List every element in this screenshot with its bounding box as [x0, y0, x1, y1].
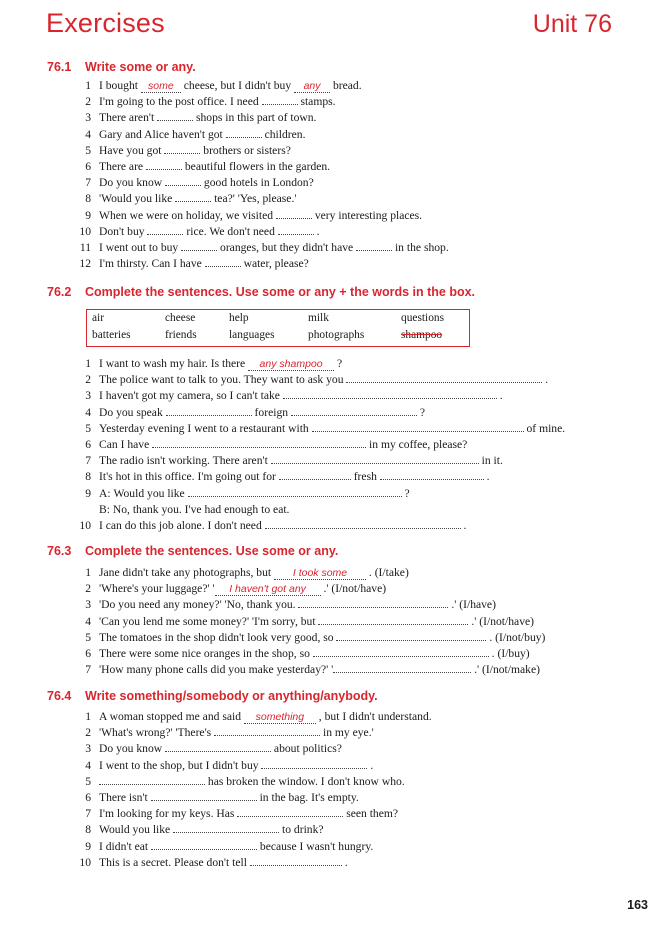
item-sentence [99, 518, 466, 534]
word-box-item: cheese [165, 312, 196, 324]
sentence-text: bread. [330, 79, 362, 92]
sentence-text: Do you know [99, 176, 166, 190]
item-number: 9 [85, 839, 91, 853]
exercise-item [0, 110, 662, 126]
exercise-item [0, 421, 662, 437]
sentence-text: good hotels in London? [201, 176, 314, 190]
sentence-text: I want to wash my hair. Is there [99, 357, 249, 370]
sentence-text: ? [334, 357, 343, 370]
item-sentence [99, 405, 425, 421]
answer-blank[interactable] [276, 208, 312, 219]
exercise-item [0, 78, 662, 94]
section-76-2-heading [47, 285, 475, 299]
sentence-text: There aren't [99, 111, 158, 125]
item-number: 8 [85, 823, 91, 837]
sentence-text: Would you like [99, 823, 174, 837]
item-number: 1 [85, 79, 91, 92]
sentence-text: Do you speak [99, 405, 166, 419]
example-answer: any shampoo [248, 358, 334, 371]
word-box-item: languages [229, 329, 275, 341]
sentence-text: stamps. [297, 95, 336, 109]
sentence-text: beautiful flowers in the garden. [181, 159, 331, 173]
answer-blank[interactable] [151, 839, 257, 850]
sentence-text: shops in this part of town. [193, 111, 317, 125]
item-number: 6 [85, 646, 91, 660]
sentence-text: , but I didn't understand. [315, 710, 432, 723]
answer-blank[interactable] [380, 469, 484, 480]
answer-blank[interactable] [333, 662, 471, 673]
item-sentence [99, 143, 291, 159]
word-box [86, 309, 470, 347]
item-number: 8 [85, 470, 91, 484]
page-number: 163 [627, 898, 648, 912]
sentence-text: 'Can you lend me some money?' 'I'm sorry, but [99, 614, 319, 628]
item-number: 10 [79, 855, 91, 869]
exercise-item [0, 725, 662, 741]
sentence-text: 'What's wrong?' 'There's [99, 726, 215, 740]
sentence-text: I'm going to the post office. I need [99, 95, 262, 109]
answer-blank[interactable] [298, 597, 448, 608]
answer-blank[interactable] [164, 143, 200, 154]
answer-blank[interactable] [226, 127, 262, 138]
item-sentence [99, 421, 565, 437]
section-76-3-items [0, 565, 662, 678]
sentence-text: . (I/buy) [488, 646, 530, 660]
answer-blank[interactable] [157, 110, 193, 121]
sentence-text: The radio isn't working. There aren't [99, 454, 271, 468]
answer-blank[interactable] [99, 774, 205, 785]
answer-blank[interactable] [312, 421, 524, 432]
item-sentence [99, 356, 342, 372]
item-number: 1 [85, 357, 91, 370]
sentence-text: of mine. [523, 421, 566, 435]
item-number: 12 [79, 257, 91, 271]
exercise-item [0, 437, 662, 453]
sentence-text: ? [401, 486, 410, 500]
exercise-item [0, 159, 662, 175]
sentence-text: in it. [478, 454, 503, 468]
item-number: 3 [85, 111, 91, 125]
exercise-item [0, 855, 662, 871]
sentence-text: tea?' 'Yes, please.' [211, 192, 297, 206]
sentence-text: in my coffee, please? [366, 437, 468, 451]
sentence-text: water, please? [240, 257, 309, 271]
exercise-item [0, 518, 662, 534]
sentence-text: seen them? [343, 807, 399, 821]
answer-blank[interactable] [265, 518, 461, 529]
exercise-item [0, 758, 662, 774]
item-number: 1 [85, 566, 91, 579]
item-number: 5 [85, 421, 91, 435]
item-sentence [99, 191, 296, 207]
exercise-item [0, 453, 662, 469]
sentence-text: .' (I/not/have) [468, 614, 534, 628]
answer-blank[interactable] [152, 437, 366, 448]
exercise-item [0, 646, 662, 662]
exercise-item [0, 839, 662, 855]
exercise-item [0, 224, 662, 240]
item-number: 7 [85, 176, 91, 190]
item-sentence [99, 110, 316, 126]
example-answer: any [294, 80, 330, 93]
section-instruction: Write some or any. [85, 60, 196, 74]
sentence-text: . [313, 224, 320, 238]
exercise-item [0, 741, 662, 757]
exercise-item [0, 372, 662, 388]
sentence-text: 'How many phone calls did you make yesterday?' ' [99, 663, 334, 677]
section-76-4-heading [47, 689, 378, 703]
sentence-text: . [341, 855, 348, 869]
item-number: 2 [85, 95, 91, 109]
sentence-text: I haven't got my camera, so I can't take [99, 389, 283, 403]
sentence-text: rice. We don't need [183, 224, 278, 238]
section-76-2-items [0, 356, 662, 534]
sentence-text: in the shop. [392, 240, 449, 254]
item-number: 4 [85, 405, 91, 419]
item-sentence [99, 78, 362, 94]
speaker-label: A: [99, 486, 114, 500]
sentence-text: I'm thirsty. Can I have [99, 257, 205, 271]
answer-blank[interactable] [147, 224, 183, 235]
item-sentence [99, 437, 467, 453]
item-sentence [99, 790, 359, 806]
example-answer: I took some [274, 567, 366, 580]
item-number: 2 [85, 373, 91, 387]
item-sentence [99, 581, 386, 597]
sentence-text: 'Would you like [99, 192, 176, 206]
sentence-text: .' (I/not/make) [471, 663, 540, 677]
item-number: 10 [79, 224, 91, 238]
item-sentence [99, 208, 422, 224]
exercise-item [0, 175, 662, 191]
answer-blank[interactable] [151, 790, 257, 801]
sentence-text: No, thank you. I've had enough to eat. [112, 502, 290, 516]
item-number: 2 [85, 726, 91, 740]
item-sentence [99, 630, 545, 646]
item-sentence [99, 565, 409, 581]
sentence-text: to drink? [279, 823, 324, 837]
sentence-text: Would you like [113, 486, 188, 500]
item-number: 7 [85, 807, 91, 821]
exercise-item [0, 806, 662, 822]
answer-blank[interactable] [188, 486, 402, 497]
item-sentence [99, 502, 289, 518]
sentence-text: has broken the window. I don't know who. [205, 774, 405, 788]
exercise-item [0, 630, 662, 646]
item-sentence [99, 240, 449, 256]
answer-blank[interactable] [146, 159, 182, 170]
section-number: 76.2 [47, 285, 72, 299]
answer-blank[interactable] [271, 453, 479, 464]
answer-blank[interactable] [166, 405, 252, 416]
word-box-item: photographs [308, 329, 365, 341]
item-sentence [99, 614, 534, 630]
sentence-text: Have you got [99, 143, 165, 157]
answer-blank[interactable] [291, 405, 417, 416]
page-title: Exercises [46, 8, 165, 38]
example-answer: I haven't got any [215, 583, 321, 596]
item-sentence [99, 597, 496, 613]
word-box-item: air [92, 312, 105, 324]
sentence-text: Gary and Alice haven't got [99, 127, 226, 141]
exercise-item [0, 388, 662, 404]
answer-blank[interactable] [313, 646, 489, 657]
word-box-item: questions [401, 312, 445, 324]
item-number: 8 [85, 192, 91, 206]
sentence-text: Jane didn't take any photographs, but [99, 566, 274, 579]
sentence-text: . [542, 373, 549, 387]
exercise-item [0, 581, 662, 597]
sentence-text: children. [261, 127, 306, 141]
sentence-text: . [483, 470, 490, 484]
item-number: 6 [85, 790, 91, 804]
exercise-item [0, 614, 662, 630]
exercise-item [0, 790, 662, 806]
item-number: 3 [85, 389, 91, 403]
answer-blank[interactable] [165, 175, 201, 186]
item-sentence [99, 469, 490, 485]
sentence-text: ? [416, 405, 425, 419]
sentence-text: I didn't eat [99, 839, 151, 853]
example-answer: some [141, 80, 181, 93]
exercise-item [0, 256, 662, 272]
answer-blank[interactable] [175, 191, 211, 202]
answer-blank[interactable] [278, 224, 314, 235]
exercise-item [0, 662, 662, 678]
answer-blank[interactable] [318, 614, 468, 625]
answer-blank[interactable] [356, 240, 392, 251]
sentence-text: . [496, 389, 503, 403]
sentence-text: A woman stopped me and said [99, 710, 244, 723]
sentence-text: There were some nice oranges in the shop, so [99, 646, 313, 660]
sentence-text: 'Do you need any money?' 'No, thank you. [99, 598, 299, 612]
item-sentence [99, 94, 336, 110]
sentence-text: There isn't [99, 790, 151, 804]
word-box-item: friends [165, 329, 197, 341]
section-instruction: Complete the sentences. Use some or any + the words in the box. [85, 285, 476, 299]
answer-blank[interactable] [181, 240, 217, 251]
exercise-item [0, 94, 662, 110]
section-instruction: Write something/somebody or anything/anybody. [85, 689, 378, 703]
section-76-3-heading [47, 544, 338, 558]
sentence-text: foreign [251, 405, 291, 419]
item-sentence [99, 159, 330, 175]
item-number: 6 [85, 437, 91, 451]
sentence-text: 'Where's your luggage?' ' [99, 582, 215, 596]
item-sentence [99, 127, 305, 143]
section-number: 76.1 [47, 60, 72, 74]
sentence-text: The tomatoes in the shop didn't look very good, so [99, 630, 337, 644]
item-number: 5 [85, 143, 91, 157]
sentence-text: When we were on holiday, we visited [99, 208, 276, 222]
item-number: 5 [85, 774, 91, 788]
sentence-text: It's hot in this office. I'm going out for [99, 470, 279, 484]
item-sentence [99, 839, 373, 855]
sentence-text: fresh [350, 470, 380, 484]
sentence-text: I went out to buy [99, 240, 182, 254]
sentence-text: I bought [99, 79, 141, 92]
item-number: 3 [85, 742, 91, 756]
answer-blank[interactable] [283, 388, 497, 399]
exercise-item [0, 469, 662, 485]
exercise-item [0, 208, 662, 224]
sentence-text: . [367, 758, 374, 772]
item-number: 9 [85, 486, 91, 500]
answer-blank[interactable] [250, 855, 342, 866]
item-number: 5 [85, 630, 91, 644]
sentence-text: . (I/take) [366, 566, 409, 579]
sentence-text: . [460, 518, 467, 532]
sentence-text: This is a secret. Please don't tell [99, 855, 250, 869]
answer-blank[interactable] [346, 372, 542, 383]
answer-blank[interactable] [205, 256, 241, 267]
item-sentence [99, 662, 540, 678]
sentence-text: I can do this job alone. I don't need [99, 518, 265, 532]
exercise-item [0, 774, 662, 790]
exercise-item [0, 405, 662, 421]
item-number: 4 [85, 127, 91, 141]
item-number: 6 [85, 159, 91, 173]
item-sentence [99, 175, 314, 191]
word-box-item: batteries [92, 329, 131, 341]
sentence-text: in the bag. It's empty. [256, 790, 359, 804]
example-answer: something [244, 711, 316, 724]
exercise-item [0, 597, 662, 613]
answer-blank[interactable] [261, 758, 367, 769]
exercise-item [0, 143, 662, 159]
sentence-text: in my eye.' [320, 726, 374, 740]
speaker-label: B: [99, 502, 113, 516]
item-sentence [99, 372, 548, 388]
item-sentence [99, 725, 374, 741]
item-number: 4 [85, 614, 91, 628]
word-box-item: help [229, 312, 249, 324]
answer-blank[interactable] [279, 469, 351, 480]
answer-blank[interactable] [262, 94, 298, 105]
answer-blank[interactable] [237, 806, 343, 817]
exercise-item [0, 565, 662, 581]
item-number: 7 [85, 663, 91, 677]
sentence-text: Do you know [99, 742, 166, 756]
item-sentence [99, 822, 324, 838]
item-number: 3 [85, 598, 91, 612]
answer-blank[interactable] [165, 741, 271, 752]
exercise-item [0, 191, 662, 207]
section-number: 76.4 [47, 689, 72, 703]
exercise-item [0, 502, 662, 518]
word-box-item: milk [308, 312, 329, 324]
item-number: 11 [79, 240, 91, 254]
sentence-text: .' (I/not/have) [320, 582, 387, 596]
sentence-text: There are [99, 159, 146, 173]
item-sentence [99, 855, 348, 871]
item-number: 4 [85, 758, 91, 772]
item-sentence [99, 224, 320, 240]
answer-blank[interactable] [173, 822, 279, 833]
sentence-text: Yesterday evening I went to a restaurant with [99, 421, 312, 435]
sentence-text: about politics? [271, 742, 342, 756]
section-76-1-heading [47, 60, 196, 74]
item-number: 9 [85, 208, 91, 222]
section-76-1-items [0, 78, 662, 272]
sentence-text: Can I have [99, 437, 153, 451]
item-number: 1 [85, 710, 91, 723]
section-instruction: Complete the sentences. Use some or any. [85, 544, 339, 558]
section-number: 76.3 [47, 544, 72, 558]
item-number: 2 [85, 582, 91, 596]
sentence-text: I'm looking for my keys. Has [99, 807, 238, 821]
item-number: 7 [85, 454, 91, 468]
answer-blank[interactable] [214, 725, 320, 736]
sentence-text: I went to the shop, but I didn't buy [99, 758, 262, 772]
sentence-text: oranges, but they didn't have [217, 240, 357, 254]
item-sentence [99, 256, 309, 272]
section-76-4-items [0, 709, 662, 871]
item-sentence [99, 806, 398, 822]
exercise-item [0, 127, 662, 143]
item-sentence [99, 646, 530, 662]
exercise-item [0, 486, 662, 502]
sentence-text: brothers or sisters? [200, 143, 291, 157]
exercise-item [0, 240, 662, 256]
sentence-text: . (I/not/buy) [486, 630, 546, 644]
answer-blank[interactable] [336, 630, 486, 641]
exercise-item [0, 709, 662, 725]
item-number: 10 [79, 518, 91, 532]
item-sentence [99, 758, 373, 774]
sentence-text: very interesting places. [311, 208, 423, 222]
word-box-item-used: shampoo [401, 329, 443, 341]
sentence-text: .' (I/have) [448, 598, 496, 612]
item-sentence [99, 774, 405, 790]
sentence-text: because I wasn't hungry. [257, 839, 374, 853]
exercise-item [0, 822, 662, 838]
unit-label: Unit 76 [532, 10, 612, 38]
item-sentence [99, 741, 342, 757]
item-sentence [99, 453, 503, 469]
sentence-text: cheese, but I didn't buy [180, 79, 295, 92]
item-sentence [99, 388, 503, 404]
item-sentence [99, 486, 410, 502]
sentence-text: Don't buy [99, 224, 148, 238]
item-sentence [99, 709, 432, 725]
sentence-text: The police want to talk to you. They want to ask you [99, 373, 347, 387]
exercise-item [0, 356, 662, 372]
